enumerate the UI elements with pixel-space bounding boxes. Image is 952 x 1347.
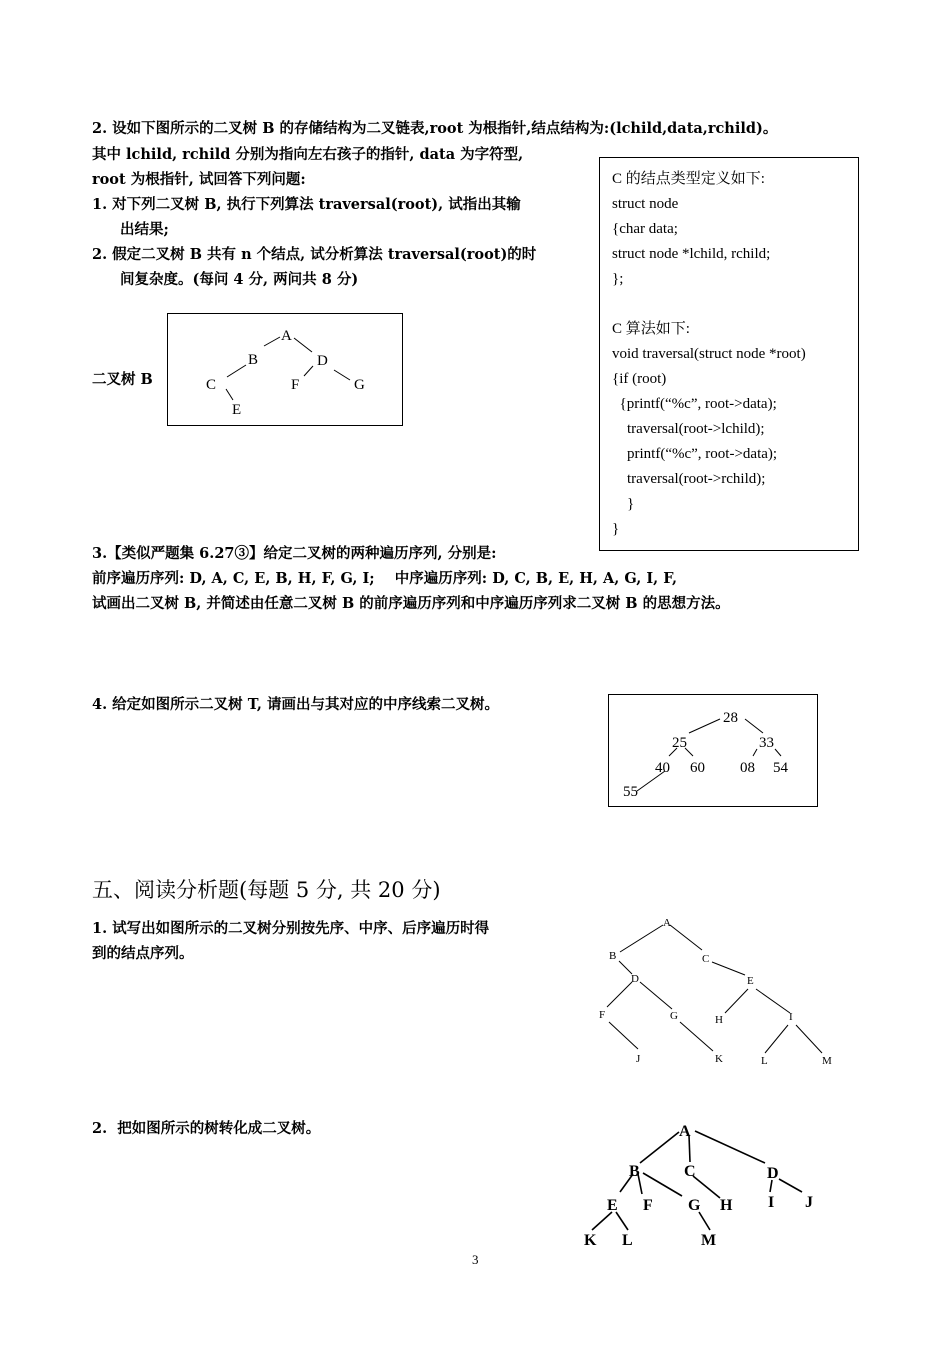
- s5-tree-2-node: A: [679, 1123, 691, 1140]
- q3-line-1: 3.【类似严题集 6.27③】给定二叉树的两种遍历序列, 分别是:: [92, 545, 497, 562]
- s5-tree-2-node: H: [720, 1197, 733, 1214]
- tree-b-diagram: [168, 314, 404, 427]
- tree-t-node: 08: [740, 760, 755, 776]
- s5-tree-2-node: G: [688, 1197, 701, 1214]
- tree-b-node: C: [206, 377, 217, 393]
- q3-line-3: 试画出二叉树 B, 并简述由任意二叉树 B 的前序遍历序列和中序遍历序列求二叉树 B 的思想方法。: [92, 595, 730, 612]
- s5-tree-2-node: D: [767, 1165, 779, 1182]
- tree-t-node: 60: [690, 760, 705, 776]
- q2-line-2: 其中 lchild, rchild 分别为指向左右孩子的指针, data 为字符型,: [92, 146, 524, 163]
- s5-tree-1-node: J: [636, 1053, 641, 1065]
- s5-tree-2-node: J: [805, 1194, 813, 1211]
- code-line: }: [612, 496, 635, 512]
- tree-b-node: G: [354, 377, 365, 393]
- s5-tree-2-node: F: [643, 1197, 653, 1214]
- tree-b-node: D: [317, 353, 328, 369]
- s5-tree-2-node: B: [629, 1163, 640, 1180]
- code-line: void traversal(struct node *root): [612, 346, 806, 362]
- s5-tree-1-node: M: [822, 1055, 832, 1067]
- s5-tree-2-node: L: [622, 1232, 633, 1249]
- s5-tree-1-node: F: [599, 1009, 606, 1021]
- tree-t-node: 55: [623, 784, 638, 800]
- s5-tree-1-node: B: [609, 950, 617, 962]
- code-line: traversal(root->lchild);: [612, 421, 765, 437]
- code-line: {if (root): [612, 371, 667, 387]
- tree-b-node: A: [281, 328, 292, 344]
- s5-tree-2-node: K: [584, 1232, 597, 1249]
- q2-line-3: root 为根指针, 试回答下列问题:: [92, 171, 306, 188]
- q3-line-2: 前序遍历序列: D, A, C, E, B, H, F, G, I; 中序遍历序列: D, C, B, E, H, A, G, I, F,: [92, 570, 678, 587]
- s5-tree-1-node: D: [631, 973, 639, 985]
- code-line: C 算法如下:: [612, 321, 690, 337]
- s5-tree-2-node: E: [607, 1197, 618, 1214]
- s5-q2-text: 2. 把如图所示的树转化成二叉树。: [92, 1120, 321, 1137]
- tree-b-node: E: [232, 402, 242, 418]
- tree-t-node: 28: [723, 710, 738, 726]
- tree-b-box: [167, 313, 403, 426]
- tree-t-box: [608, 694, 818, 807]
- q2-line-1: 2. 设如下图所示的二叉树 B 的存储结构为二叉链表,root 为根指针,结点结构为:(lchild,data,rchild)。: [92, 120, 778, 137]
- q4-text: 4. 给定如图所示二叉树 T, 请画出与其对应的中序线索二叉树。: [92, 696, 500, 713]
- page-number: 3: [472, 1252, 479, 1267]
- code-line: {printf(“%c”, root->data);: [612, 396, 777, 412]
- code-line: C 的结点类型定义如下:: [612, 171, 765, 187]
- s5-tree-2-diagram: [570, 1108, 850, 1258]
- tree-t-node: 54: [773, 760, 788, 776]
- tree-b-label: 二叉树 B: [92, 371, 153, 388]
- s5-q1-line-2: 到的结点序列。: [92, 945, 194, 962]
- q2-item-2a: 2. 假定二叉树 B 共有 n 个结点, 试分析算法 traversal(root)的时: [92, 246, 537, 263]
- s5-tree-1-diagram: [590, 910, 850, 1070]
- code-line: traversal(root->rchild);: [612, 471, 766, 487]
- s5-tree-1-node: G: [670, 1010, 678, 1022]
- code-line: };: [612, 271, 624, 287]
- s5-tree-1-node: L: [761, 1055, 768, 1067]
- s5-tree-1-node: H: [715, 1014, 723, 1026]
- q2-item-1a: 1. 对下列二叉树 B, 执行下列算法 traversal(root), 试指出其输: [92, 196, 521, 213]
- q2-item-2b: 间复杂度。(每问 4 分, 两问共 8 分): [120, 271, 359, 288]
- s5-tree-1-node: E: [747, 975, 754, 987]
- tree-t-diagram: [609, 695, 819, 808]
- tree-t-node: 33: [759, 735, 774, 751]
- code-line: {char data;: [612, 221, 678, 237]
- s5-tree-1-node: K: [715, 1053, 723, 1065]
- s5-tree-1-node: I: [789, 1011, 793, 1023]
- s5-tree-2-node: M: [701, 1232, 717, 1249]
- s5-tree-2-node: I: [768, 1194, 775, 1211]
- tree-b-node: B: [248, 352, 259, 368]
- section-5-heading: 五、阅读分析题(每题 5 分, 共 20 分): [92, 878, 441, 902]
- code-line: }: [612, 521, 620, 537]
- s5-q1-line-1: 1. 试写出如图所示的二叉树分别按先序、中序、后序遍历时得: [92, 920, 490, 937]
- code-line: struct node *lchild, rchild;: [612, 246, 771, 262]
- s5-tree-2-node: C: [684, 1163, 696, 1180]
- tree-t-node: 25: [672, 735, 687, 751]
- tree-b-node: F: [291, 377, 300, 393]
- tree-t-node: 40: [655, 760, 670, 776]
- q2-item-1b: 出结果;: [120, 221, 169, 238]
- code-box: [599, 157, 859, 551]
- code-line: printf(“%c”, root->data);: [612, 446, 778, 462]
- code-line: struct node: [612, 196, 679, 212]
- s5-tree-1-node: A: [663, 917, 671, 929]
- s5-tree-1-node: C: [702, 953, 710, 965]
